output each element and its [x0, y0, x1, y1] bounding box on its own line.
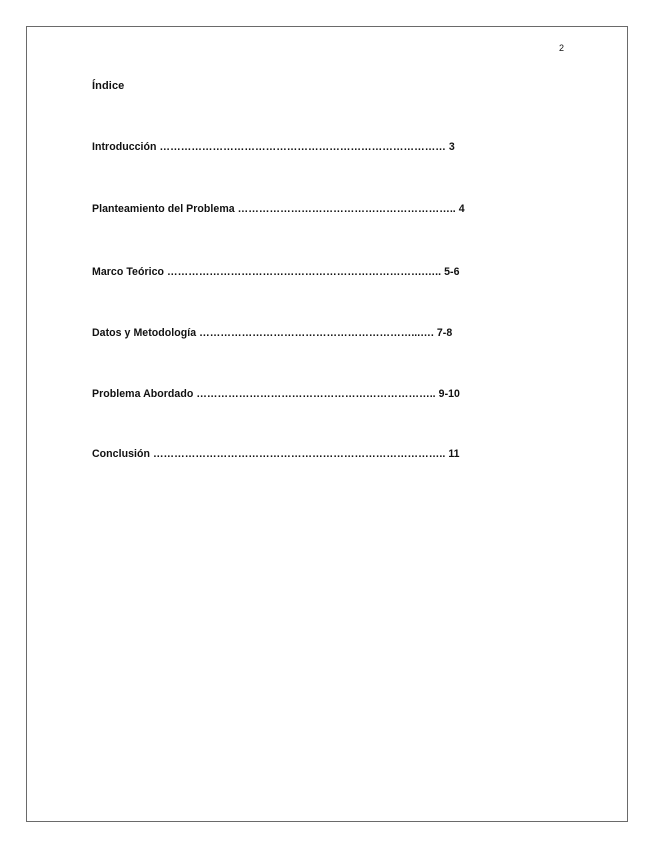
document-page — [26, 26, 628, 822]
page-number: 2 — [559, 43, 565, 53]
toc-entry-problema-abordado: Problema Abordado ………………………………………………………….. 9-10 — [92, 388, 460, 400]
toc-title: Índice — [92, 80, 125, 92]
toc-entry-introduccion: Introducción ……………………………………………………………………… 3 — [92, 141, 455, 153]
toc-entry-planteamiento: Planteamiento del Problema …………………………………………………….. 4 — [92, 203, 465, 215]
toc-entry-marco-teorico: Marco Teórico ……………………………………………………………….….. 5-6 — [92, 266, 460, 278]
toc-entry-conclusion: Conclusión ……………………………………………………………………….. 11 — [92, 448, 460, 460]
toc-entry-datos-metodologia: Datos y Metodología ……………………………………………………...…. 7-8 — [92, 327, 453, 339]
